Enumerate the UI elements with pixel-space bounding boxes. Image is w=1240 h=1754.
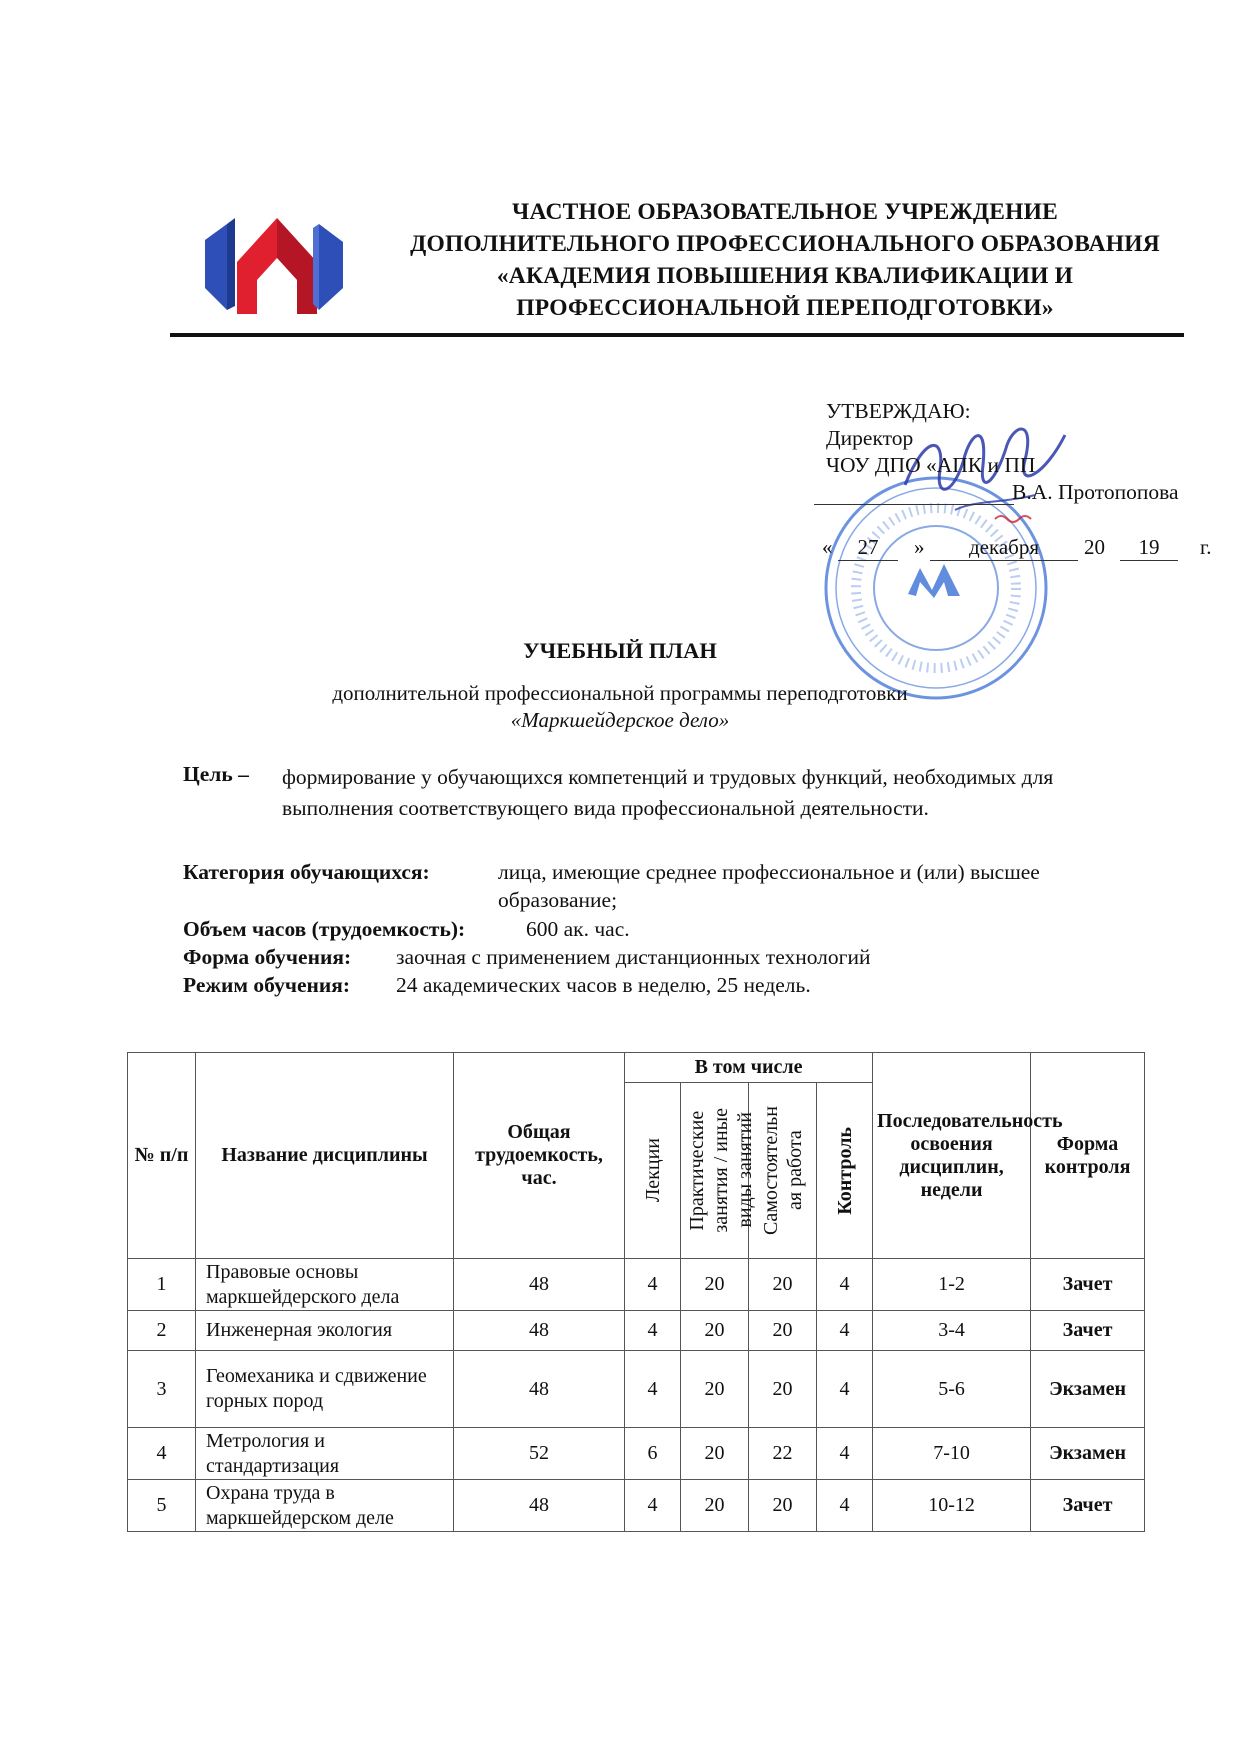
- header-control-form: Форма контроля: [1031, 1053, 1145, 1259]
- program-type: дополнительной профессиональной программы переподготовки: [332, 681, 908, 705]
- org-line-1: ЧАСТНОЕ ОБРАЗОВАТЕЛЬНОЕ УЧРЕЖДЕНИЕ: [512, 199, 1058, 225]
- row-control-form: Зачет: [1031, 1259, 1145, 1311]
- institution-logo-icon: [205, 218, 345, 314]
- document-subtitle: [0, 680, 1240, 734]
- row-discipline: Метрология и стандартизация: [196, 1428, 454, 1480]
- header-divider: [170, 333, 1184, 337]
- header-sequence: Последовательность освоения дисциплин, недели: [873, 1053, 1031, 1259]
- row-practice: 20: [681, 1428, 749, 1480]
- row-lectures: 6: [625, 1428, 681, 1480]
- row-practice: 20: [681, 1311, 749, 1351]
- header-total-hours: Общая трудоемкость, час.: [454, 1053, 625, 1259]
- row-control: 4: [817, 1351, 873, 1428]
- row-self-study: 20: [749, 1311, 817, 1351]
- header-control: Контроль: [817, 1083, 873, 1259]
- table-row: [128, 1259, 1145, 1311]
- hours-label: Объем часов (трудоемкость):: [183, 917, 466, 941]
- program-name: «Маркшейдерское дело»: [510, 708, 730, 732]
- row-self-study: 20: [749, 1351, 817, 1428]
- row-discipline: Инженерная экология: [196, 1311, 454, 1351]
- category-value-line1: лица, имеющие среднее профессиональное и (или) высшее: [498, 860, 1040, 884]
- study-form-value: заочная с применением дистанционных технологий: [396, 945, 871, 969]
- row-discipline: Охрана труда в маркшейдерском деле: [196, 1480, 454, 1532]
- org-line-2: ДОПОЛНИТЕЛЬНОГО ПРОФЕССИОНАЛЬНОГО ОБРАЗОВАНИЯ: [410, 231, 1160, 257]
- document-title: УЧЕБНЫЙ ПЛАН: [523, 638, 717, 663]
- row-practice: 20: [681, 1351, 749, 1428]
- header-discipline: Название дисциплины: [196, 1053, 454, 1259]
- date-close-quote: »: [914, 535, 925, 559]
- row-lectures: 4: [625, 1351, 681, 1428]
- row-weeks: 7-10: [873, 1428, 1031, 1480]
- table-row: [128, 1480, 1145, 1532]
- row-number: 3: [128, 1351, 196, 1428]
- row-total: 48: [454, 1259, 625, 1311]
- header-self-study: Самостоятельн ая работа: [749, 1083, 817, 1259]
- row-control-form: Экзамен: [1031, 1428, 1145, 1480]
- row-weeks: 10-12: [873, 1480, 1031, 1532]
- row-total: 52: [454, 1428, 625, 1480]
- row-total: 48: [454, 1311, 625, 1351]
- row-total: 48: [454, 1351, 625, 1428]
- row-control: 4: [817, 1428, 873, 1480]
- org-line-4: ПРОФЕССИОНАЛЬНОЙ ПЕРЕПОДГОТОВКИ»: [516, 295, 1054, 321]
- row-number: 1: [128, 1259, 196, 1311]
- row-lectures: 4: [625, 1311, 681, 1351]
- date-year-prefix: 20: [1084, 535, 1105, 559]
- row-control-form: Экзамен: [1031, 1351, 1145, 1428]
- row-total: 48: [454, 1480, 625, 1532]
- category-label: Категория обучающихся:: [183, 860, 430, 884]
- table-row: [128, 1351, 1145, 1428]
- row-control: 4: [817, 1259, 873, 1311]
- hours-value: 600 ак. час.: [526, 917, 630, 941]
- row-lectures: 4: [625, 1259, 681, 1311]
- organization-name: [385, 196, 1185, 324]
- header-lectures: Лекции: [625, 1083, 681, 1259]
- row-control-form: Зачет: [1031, 1311, 1145, 1351]
- row-practice: 20: [681, 1259, 749, 1311]
- approval-position: Директор: [826, 426, 914, 450]
- approval-signer: В.А. Протопопова: [1012, 480, 1179, 504]
- row-discipline: Правовые основы маркшейдерского дела: [196, 1259, 454, 1311]
- row-weeks: 5-6: [873, 1351, 1031, 1428]
- row-lectures: 4: [625, 1480, 681, 1532]
- category-value-line2: образование;: [498, 888, 618, 912]
- approval-title: УТВЕРЖДАЮ:: [826, 399, 971, 423]
- approval-organization: ЧОУ ДПО «АПК и ПП: [826, 453, 1036, 477]
- row-number: 5: [128, 1480, 196, 1532]
- header-including: В том числе: [625, 1053, 873, 1083]
- approval-block: [826, 398, 1035, 479]
- row-control: 4: [817, 1311, 873, 1351]
- row-control-form: Зачет: [1031, 1480, 1145, 1532]
- date-year-unit: г.: [1200, 535, 1212, 559]
- date-day: 27: [838, 535, 898, 561]
- row-weeks: 3-4: [873, 1311, 1031, 1351]
- row-number: 4: [128, 1428, 196, 1480]
- date-month: декабря: [930, 535, 1078, 561]
- row-practice: 20: [681, 1480, 749, 1532]
- table-row: [128, 1311, 1145, 1351]
- goal-text: формирование у обучающихся компетенций и трудовых функций, необходимых для выполнения соответствующего вида профессиональной деятельности.: [282, 765, 1054, 820]
- table-row: [128, 1428, 1145, 1480]
- header-practice: Практические занятия / иные виды занятий: [681, 1083, 749, 1259]
- study-form-label: Форма обучения:: [183, 945, 352, 969]
- goal-label: Цель –: [183, 762, 249, 786]
- row-self-study: 20: [749, 1480, 817, 1532]
- curriculum-table: [127, 1052, 1145, 1532]
- row-number: 2: [128, 1311, 196, 1351]
- study-mode-label: Режим обучения:: [183, 973, 351, 997]
- org-line-3: «АКАДЕМИЯ ПОВЫШЕНИЯ КВАЛИФИКАЦИИ И: [496, 263, 1074, 289]
- row-weeks: 1-2: [873, 1259, 1031, 1311]
- row-control: 4: [817, 1480, 873, 1532]
- row-discipline: Геомеханика и сдвижение горных пород: [196, 1351, 454, 1428]
- date-year-suffix: 19: [1120, 535, 1178, 561]
- row-self-study: 22: [749, 1428, 817, 1480]
- header-number: № п/п: [128, 1053, 196, 1259]
- date-open-quote: «: [822, 535, 833, 559]
- signature-line: [814, 504, 1014, 505]
- row-self-study: 20: [749, 1259, 817, 1311]
- study-mode-value: 24 академических часов в неделю, 25 недель.: [396, 973, 811, 997]
